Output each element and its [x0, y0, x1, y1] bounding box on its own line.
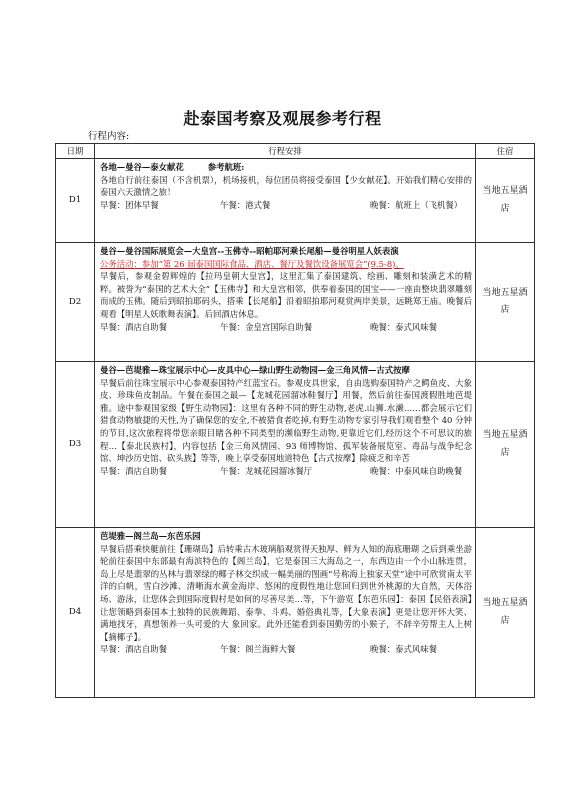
table-row: [56, 362, 535, 528]
dinner: 晚餐：泰式风味餐: [370, 321, 437, 332]
lunch: 午餐：港式餐: [220, 199, 271, 210]
day-heading: 曼谷—芭堤雅—珠宝展示中心—皮具中心—绿山野生动物园—金三角风情—古式按摩: [100, 365, 410, 375]
hotel: 当地五星酒店: [476, 362, 535, 528]
breakfast: 早餐：酒店自助餐: [100, 321, 167, 332]
day-heading-text: 各地—曼谷—泰女献花: [100, 162, 184, 172]
table-header-row: [56, 144, 535, 159]
day-description: 早餐后搭乘快艇前往【珊瑚岛】后转乘古木玻璃船观赏得天独厚、鲜为人知的海底珊瑚 之后到乘坐游轮前往泰国中东部最有海滨特色的【阁兰岛】，它是泰国三大海岛之一，东西边由一个小山脉连贯，岛上尽是翡翠的丛林与翡翠绿的椰子林交织成一幅美丽的图画“号称海上独家天堂”途中可欣赏南太平洋的白帆，雪白沙滩、清晰海水黄金海岸、悠闲的度假性地让您回归到世外桃源的大自然，天体浴场、游泳，让您体会到国际度假村是如何的尽善尽美…等，下午游览【东芭乐园】：泰国【民俗表演】让您领略到泰国本土独特的民族舞蹈、泰拳、斗鸡、婚俗典礼等，【大象表演】更是让您开怀大笑、满地找牙，真想领养一头可爱的大 象回家。此外还能看到泰国勤劳的小猴子，不辞辛劳帮主人上树【摘椰子】。: [100, 543, 472, 642]
lunch: 午餐：阁兰海鲜大餐: [220, 644, 296, 655]
flight-reference-label: 参考航班:: [207, 162, 245, 172]
day-plan: [95, 243, 476, 362]
table-row: [56, 243, 535, 362]
meals-row: [100, 321, 472, 334]
dinner: 晚餐：泰式风味餐: [370, 644, 437, 655]
header-plan: 行程安排: [95, 144, 476, 159]
breakfast: 早餐：酒店自助餐: [100, 465, 167, 476]
hotel: 当地五星酒店: [476, 159, 535, 243]
day-label: D3: [56, 362, 95, 528]
hotel: 当地五星酒店: [476, 528, 535, 698]
table-row: [56, 159, 535, 243]
page-title: 赴泰国考察及观展参考行程: [183, 109, 382, 128]
header-stay: 住宿: [476, 144, 535, 159]
meals-row: [100, 199, 472, 212]
day-heading: 芭堤雅—阁兰岛—东芭乐园: [100, 531, 201, 541]
lunch: 午餐：龙城花园溜冰餐厅: [220, 465, 313, 476]
day-heading: [100, 161, 472, 174]
meals-row: [100, 465, 472, 478]
itinerary-table: [55, 143, 535, 698]
day-description: 早餐后前往珠宝展示中心参观泰国特产红蓝宝石。参观皮具世家，自由选购泰国特产之鳄鱼皮、大象皮、珍珠鱼皮制品。午餐在泰国之最—【龙城花园溜冰鞋餐厅】用餐，然后前往泰国渡假胜地芭堤雅。途中参观国家级【野生动物园】：这里有各种不同的野生动物,老虎.山狮.水濑……都会展示它们猎食动物敏捷的天性,为了确保您的安全,不被猎食者吃掉,有野生动物专家引导我们观看整个 40 分钟的节目,这次旅程将带您亲眼目睹各种不同类型的濒临野生动物,更靠近它们,经历这个不可思议的旅程…【泰北民族村】，内容包括【金三角风情园、93 师博物馆、孤军装备展览室、毒品与战争纪念馆、坤沙历史馆、砍头族】等等，晚上享受泰国地道特色【古式按摩】除疲乏和辛苦: [100, 377, 472, 464]
official-activity-note: 公务活动：参加“第 26 届泰国国际食品、酒店、餐厅及餐饮设备展览会”(9.5-8)。: [100, 258, 404, 269]
day-description: 各地自行前往泰国（不含机票），机场接机，每位团员将接受泰国【少女献花】。开始我们精心安排的泰国六天激情之旅！: [100, 174, 472, 198]
day-plan: [95, 362, 476, 528]
itinerary-subtitle: 行程内容:: [88, 131, 130, 142]
day-heading: 曼谷—曼谷国际展览会—大皇宫--玉佛寺--昭帕耶河乘长尾船—曼谷明星人妖表演: [100, 246, 399, 256]
day-plan: [95, 528, 476, 698]
day-label: D4: [56, 528, 95, 698]
day-description: 早餐后，参观金碧辉煌的【拉玛皇朝大皇宫】，这里汇集了泰国建筑、绘画、雕刻和装潢艺术的精粹。被誉为“泰国的艺术大全”【玉佛寺】和大皇宫相邻，供奉着泰国的国宝——一座由整块翡翠雕刻而成的玉佛。随后到昭拍耶码头，搭乘【长尾船】沿着昭拍耶河观赏两岸美景，远眺郑王庙。晚餐后观看【明星人妖歌舞表演】。后回酒店休息。: [100, 271, 472, 320]
header-date: 日期: [56, 144, 95, 159]
meals-row: [100, 643, 472, 656]
dinner: 晚餐：中泰风味自助晚餐: [370, 465, 463, 476]
hotel: 当地五星酒店: [476, 243, 535, 362]
day-label: D2: [56, 243, 95, 362]
day-label: D1: [56, 159, 95, 243]
dinner: 晚餐：航班上（飞机餐）: [370, 199, 463, 210]
table-row: [56, 528, 535, 698]
day-plan: [95, 159, 476, 243]
lunch: 午餐：金皇宫国际自助餐: [220, 321, 313, 332]
breakfast: 早餐：团体早餐: [100, 199, 159, 210]
breakfast: 早餐：酒店自助餐: [100, 644, 167, 655]
